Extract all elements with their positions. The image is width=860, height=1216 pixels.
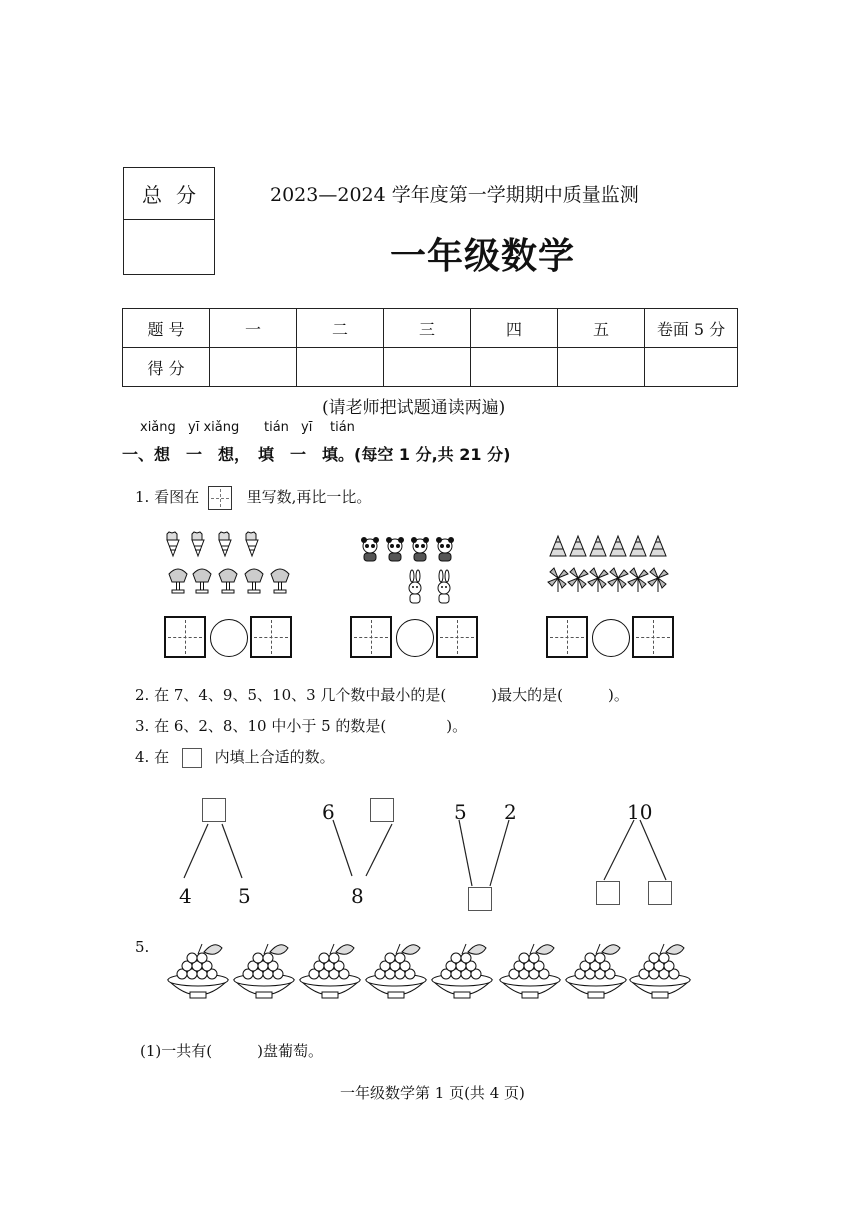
score-input-cell[interactable]	[297, 348, 384, 387]
decompose-number: 10	[627, 800, 653, 824]
decompose-number: 8	[351, 884, 364, 908]
question-4	[135, 746, 335, 768]
score-table-header-row	[123, 309, 738, 348]
question-5-1: (1)一共有( )盘葡萄。	[140, 1042, 323, 1060]
answer-box-sample	[182, 748, 202, 768]
total-score-box	[123, 167, 215, 275]
decompose-box[interactable]	[596, 881, 620, 905]
score-table	[122, 308, 738, 387]
table-header-cell: 四	[471, 309, 558, 348]
answer-box[interactable]	[546, 616, 588, 658]
total-score-label: 总分	[124, 168, 214, 220]
question-2: 2. 在 7、4、9、5、10、3 几个数中最小的是( )最大的是( )。	[135, 686, 629, 704]
exam-subtitle: 2023—2024 学年度第一学期期中质量监测	[270, 184, 639, 206]
score-input-cell[interactable]	[558, 348, 645, 387]
decompose-box[interactable]	[202, 798, 226, 822]
question-1	[135, 486, 371, 510]
score-input-cell[interactable]	[471, 348, 558, 387]
table-header-cell: 题 号	[123, 309, 210, 348]
table-header-cell: 三	[384, 309, 471, 348]
table-header-cell: 卷面 5 分	[645, 309, 738, 348]
compare-circle[interactable]	[592, 619, 630, 657]
compare-circle[interactable]	[210, 619, 248, 657]
answer-box-sample	[208, 486, 232, 510]
decompose-number: 5	[454, 800, 467, 824]
total-score-blank[interactable]	[124, 220, 214, 272]
decompose-number: 4	[179, 884, 192, 908]
decompose-box[interactable]	[370, 798, 394, 822]
table-header-cell: 二	[297, 309, 384, 348]
score-input-cell[interactable]	[210, 348, 297, 387]
section-title: 一、想 一 想， 填 一 填。(每空 1 分,共 21 分)	[122, 445, 511, 464]
page-title: 一年级数学	[390, 235, 576, 277]
table-row-label: 得 分	[123, 348, 210, 387]
pinyin: yī	[301, 420, 313, 435]
decomposition-lines	[0, 790, 860, 920]
decompose-number: 6	[322, 800, 335, 824]
pinyin: tián	[264, 420, 289, 435]
table-header-cell: 一	[210, 309, 297, 348]
score-table-score-row	[123, 348, 738, 387]
question-5-label: 5.	[135, 938, 150, 956]
decompose-number: 2	[504, 800, 517, 824]
picture-groups	[160, 530, 700, 610]
answer-box[interactable]	[350, 616, 392, 658]
score-input-cell[interactable]	[384, 348, 471, 387]
score-input-cell[interactable]	[645, 348, 738, 387]
table-header-cell: 五	[558, 309, 645, 348]
instruction-text: (请老师把试题通读两遍)	[322, 398, 506, 418]
pinyin: yī xiǎng	[188, 420, 240, 435]
decompose-box[interactable]	[468, 887, 492, 911]
question-text: 里写数,再比一比。	[246, 488, 372, 506]
decompose-box[interactable]	[648, 881, 672, 905]
question-text: 1. 看图在	[135, 488, 200, 506]
compare-circle[interactable]	[396, 619, 434, 657]
decompose-number: 5	[238, 884, 251, 908]
answer-box[interactable]	[436, 616, 478, 658]
page-footer: 一年级数学第 1 页(共 4 页)	[340, 1084, 525, 1102]
pinyin: xiǎng	[140, 420, 176, 435]
answer-box[interactable]	[632, 616, 674, 658]
pinyin: tián	[330, 420, 355, 435]
question-3: 3. 在 6、2、8、10 中小于 5 的数是( )。	[135, 717, 468, 735]
question-text: 内填上合适的数。	[214, 748, 335, 766]
answer-box[interactable]	[164, 616, 206, 658]
answer-box[interactable]	[250, 616, 292, 658]
grape-plates	[160, 940, 700, 1010]
question-text: 4. 在	[135, 748, 170, 766]
